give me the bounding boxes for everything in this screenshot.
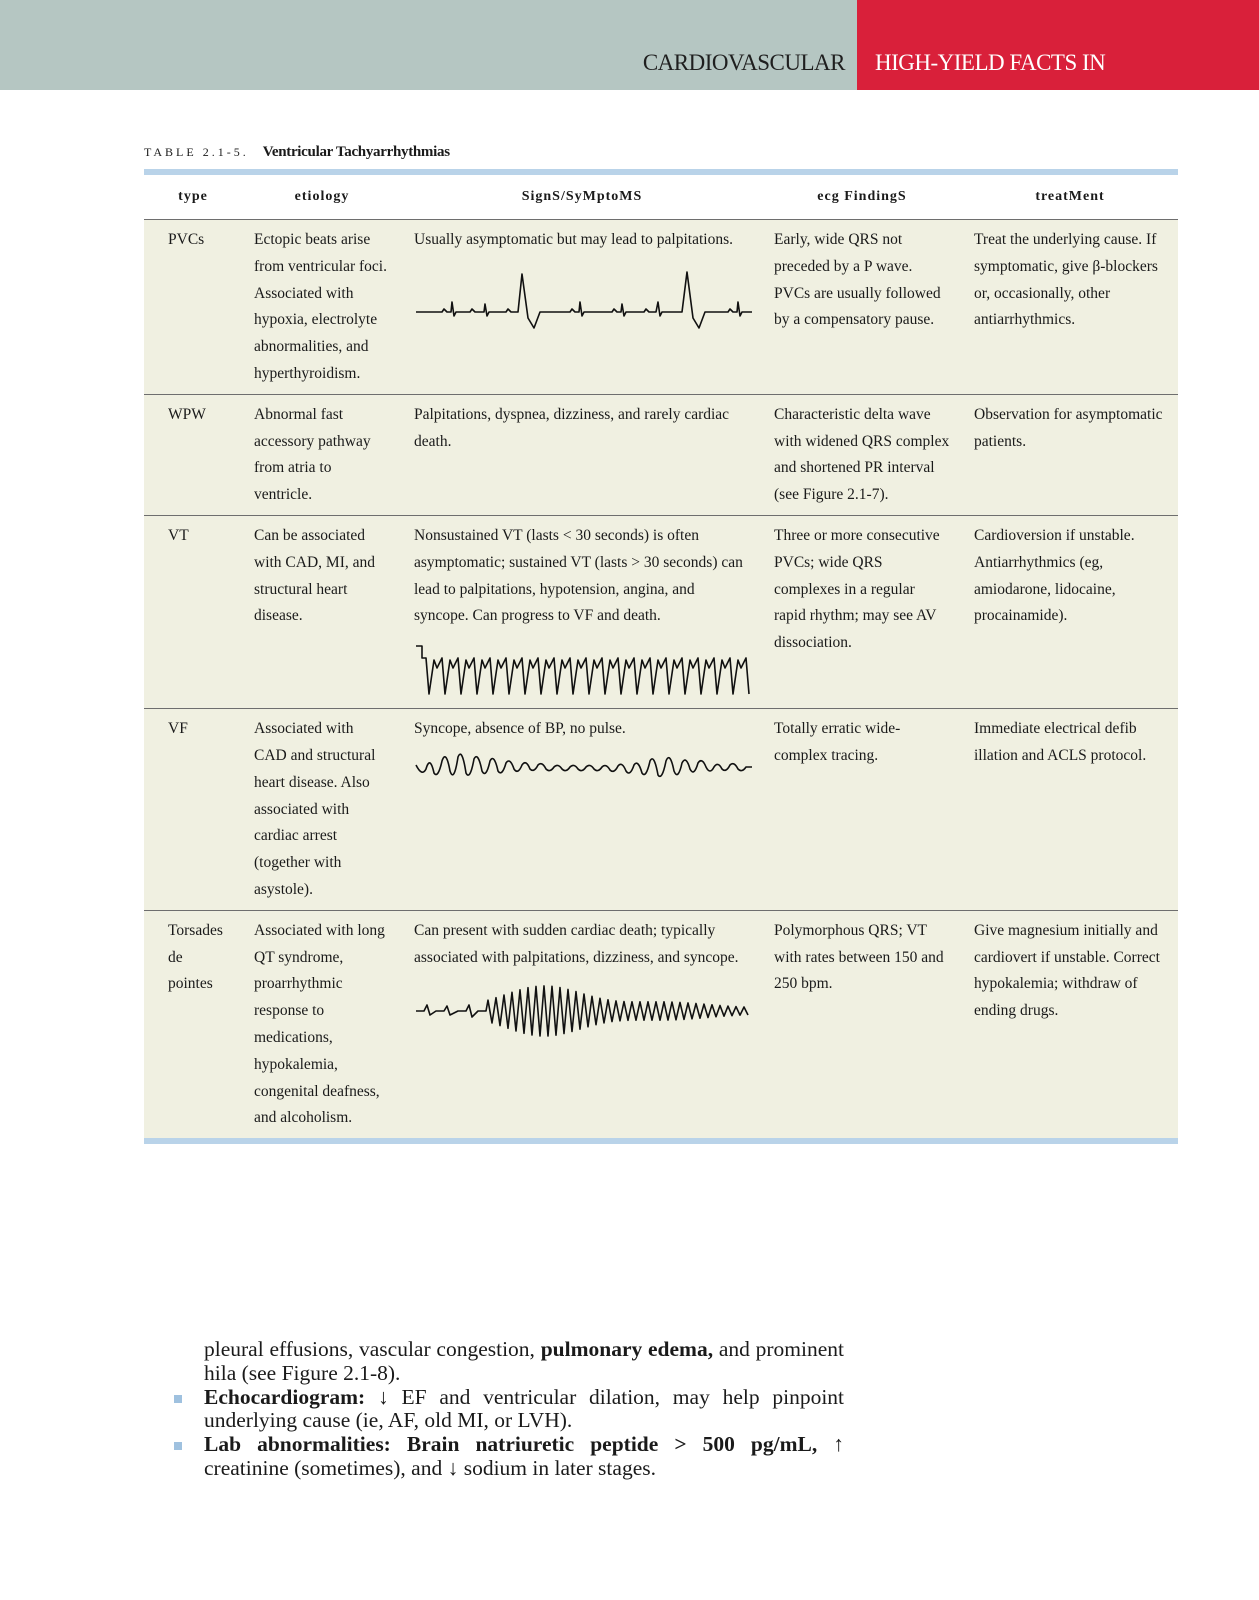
cell-etiology: Associated with long QT syndrome, proarrhythmic response to medications, hypokalemia, congenital deafness, and alcoholism. [242, 910, 402, 1138]
symptoms-text: Nonsustained VT (lasts < 30 seconds) is often asymptomatic; sustained VT (lasts > 30 seconds) can lead to palpitations, hypotension, angina, and syncope. Can progress to VF and death. [414, 526, 743, 625]
cell-symptoms [402, 709, 762, 911]
table-row [144, 515, 1178, 708]
table-title: Ventricular Tachyarrhythmias [262, 144, 450, 160]
cell-etiology: Can be associated with CAD, MI, and structural heart disease. [242, 515, 402, 708]
table-number: TABLE 2.1-5. [144, 145, 249, 159]
header-book-label: HIGH-YIELD FACTS IN [875, 50, 1106, 75]
table-row [144, 394, 1178, 515]
cell-symptoms [402, 220, 762, 395]
table-row [144, 910, 1178, 1138]
table-caption [144, 144, 450, 161]
header-left-band [0, 0, 857, 90]
cell-type: Torsades de pointes [144, 910, 242, 1138]
cell-symptoms [402, 910, 762, 1138]
cell-type: VF [144, 709, 242, 911]
col-header-type: type [144, 175, 242, 220]
cell-etiology: Ectopic beats arise from ventricular foci. Associated with hypoxia, electrolyte abnormalities, and hyperthyroidism. [242, 220, 402, 395]
cell-ecg-findings: Totally erratic wide-complex tracing. [762, 709, 962, 911]
table-bottom-rule [144, 1138, 1178, 1144]
cell-treatment: Cardioversion if unstable. Antiarrhythmics (eg, amiodarone, lidocaine, procainamide). [962, 515, 1178, 708]
cell-etiology: Abnormal fast accessory pathway from atria to ventricle. [242, 394, 402, 515]
body-paragraph: pleural effusions, vascular congestion, pulmonary edema, and prominent hila (see Figure 2.1-8). [204, 1337, 845, 1385]
arrhythmia-table [144, 169, 1178, 1144]
cell-ecg-findings: Early, wide QRS not preceded by a P wave. PVCs are usually followed by a compensatory pause. [762, 220, 962, 395]
bullet-echocardiogram: Echocardiogram: ↓ EF and ventricular dilation, may help pinpoint underlying cause (ie, AF, old MI, or LVH). [204, 1384, 845, 1433]
torsades-ecg-trace [414, 985, 754, 1037]
cell-type: VT [144, 515, 242, 708]
header-right-band [857, 0, 1259, 90]
table-row [144, 709, 1178, 911]
symptoms-text: Usually asymptomatic but may lead to palpitations. [414, 231, 733, 248]
cell-treatment: Treat the underlying cause. If symptomatic, give β-blockers or, occasionally, other antiarrhythmics. [962, 220, 1178, 395]
cell-treatment: Observation for asymptomatic patients. [962, 394, 1178, 515]
cell-treatment: Give magnesium initially and cardiovert if unstable. Correct hypokalemia; withdraw of ending drugs. [962, 910, 1178, 1138]
cell-type: WPW [144, 394, 242, 515]
cell-ecg-findings: Three or more consecutive PVCs; wide QRS complexes in a regular rapid rhythm; may see AV dissociation. [762, 515, 962, 708]
cell-type: PVCs [144, 220, 242, 395]
body-text [204, 1338, 844, 1481]
cell-treatment: Immediate electrical defib illation and ACLS protocol. [962, 709, 1178, 911]
header-section-label: CARDIOVASCULAR [642, 50, 845, 75]
cell-ecg-findings: Polymorphous QRS; VT with rates between 150 and 250 bpm. [762, 910, 962, 1138]
col-header-etiology: etiology [242, 175, 402, 220]
cell-symptoms [402, 515, 762, 708]
col-header-symptoms: SignS/SyMptoMS [402, 175, 762, 220]
vf-ecg-trace [414, 747, 754, 787]
cell-etiology: Associated with CAD and structural heart disease. Also associated with cardiac arrest (together with asystole). [242, 709, 402, 911]
cell-ecg-findings: Characteristic delta wave with widened QRS complex and shortened PR interval (see Figure 2.1-7). [762, 394, 962, 515]
table-row [144, 220, 1178, 395]
bullet-lab-abnormalities: Lab abnormalities: Brain natriuretic peptide > 500 pg/mL, ↑ creatinine (sometimes), and ↓ sodium in later stages. [204, 1432, 844, 1480]
cell-symptoms: Palpitations, dyspnea, dizziness, and rarely cardiac death. [402, 394, 762, 515]
pvc-ecg-trace [414, 268, 754, 334]
symptoms-text: Can present with sudden cardiac death; typically associated with palpitations, dizziness, and syncope. [414, 921, 739, 966]
symptoms-text: Syncope, absence of BP, no pulse. [414, 720, 626, 738]
vt-ecg-trace [414, 644, 754, 702]
col-header-treatment: treatMent [962, 175, 1178, 220]
col-header-ecg: ecg FindingS [762, 175, 962, 220]
